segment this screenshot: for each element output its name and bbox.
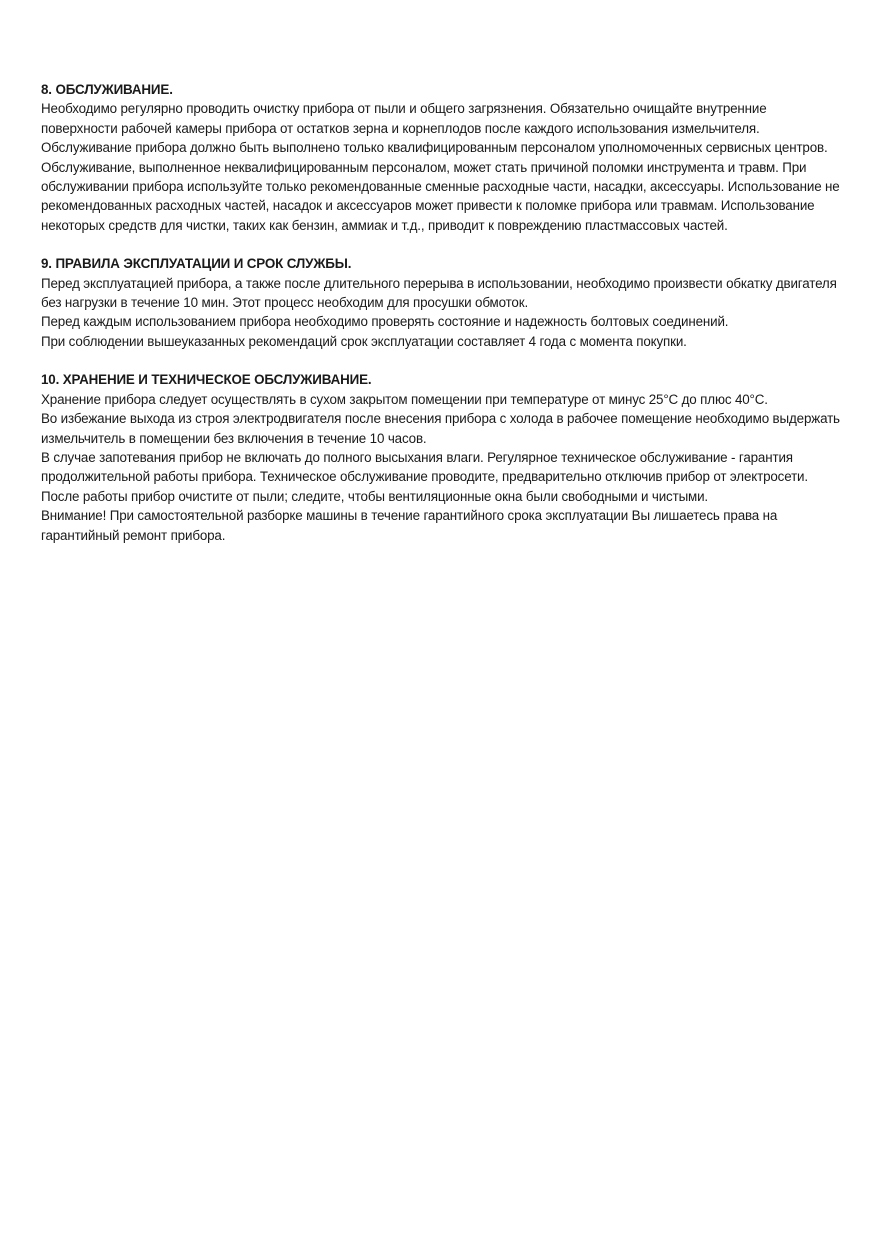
paragraph: Обслуживание прибора должно быть выполнено только квалифицированным персоналом уполномоченных сервисных центров. Обслуживание, выполненное неквалифицированным персоналом, может стать причиной поломки инструмента и травм. При обслуживании прибора используйте только рекомендованные сменные расходные части, насадки, аксессуары. Использование не рекомендованных расходных частей, насадок и аксессуаров может привести к поломке прибора или травмам. Использование некоторых средств для чистки, таких как бензин, аммиак и т.д., приводит к повреждению пластмассовых частей.	[41, 140, 840, 233]
section-operation-rules	[41, 254, 841, 351]
document-page	[41, 80, 841, 564]
section-heading: 10. ХРАНЕНИЕ И ТЕХНИЧЕСКОЕ ОБСЛУЖИВАНИЕ.	[41, 372, 372, 388]
paragraph: Во избежание выхода из строя электродвигателя после внесения прибора с холода в рабочее помещение необходимо выдержать измельчитель в помещении без включения в течение 10 часов.	[41, 411, 840, 446]
paragraph: Перед каждым использованием прибора необходимо проверять состояние и надежность болтовых соединений.	[41, 314, 729, 330]
paragraph: Перед эксплуатацией прибора, а также после длительного перерыва в использовании, необходимо произвести обкатку двигателя без нагрузки в течение 10 мин. Этот процесс необходим для просушки обмоток.	[41, 275, 837, 311]
section-maintenance	[41, 80, 841, 235]
paragraph: Внимание! При самостоятельной разборке машины в течение гарантийного срока эксплуатации Вы лишаетесь права на гарантийный ремонт прибора.	[41, 508, 778, 543]
section-heading: 8. ОБСЛУЖИВАНИЕ.	[41, 82, 173, 97]
paragraph: В случае запотевания прибор не включать до полного высыхания влаги. Регулярное техническое обслуживание - гарантия продолжительной работы прибора. Техническое обслуживание проводите, предварительно отключив прибор от электросети.	[41, 449, 808, 485]
paragraph: При соблюдении вышеуказанных рекомендаций срок эксплуатации составляет 4 года с момента покупки.	[41, 333, 687, 349]
paragraph: После работы прибор очистите от пыли; следите, чтобы вентиляционные окна были свободными и чистыми.	[41, 488, 709, 504]
paragraph: Хранение прибора следует осуществлять в сухом закрытом помещении при температуре от минус 25°C до плюс 40°C.	[41, 391, 768, 407]
paragraph: Необходимо регулярно проводить очистку прибора от пыли и общего загрязнения. Обязательно очищайте внутренние поверхности рабочей камеры прибора от остатков зерна и корнеплодов после каждого использования измельчителя.	[41, 101, 767, 136]
section-heading: 9. ПРАВИЛА ЭКСПЛУАТАЦИИ И СРОК СЛУЖБЫ.	[41, 256, 352, 272]
section-storage	[41, 370, 841, 545]
